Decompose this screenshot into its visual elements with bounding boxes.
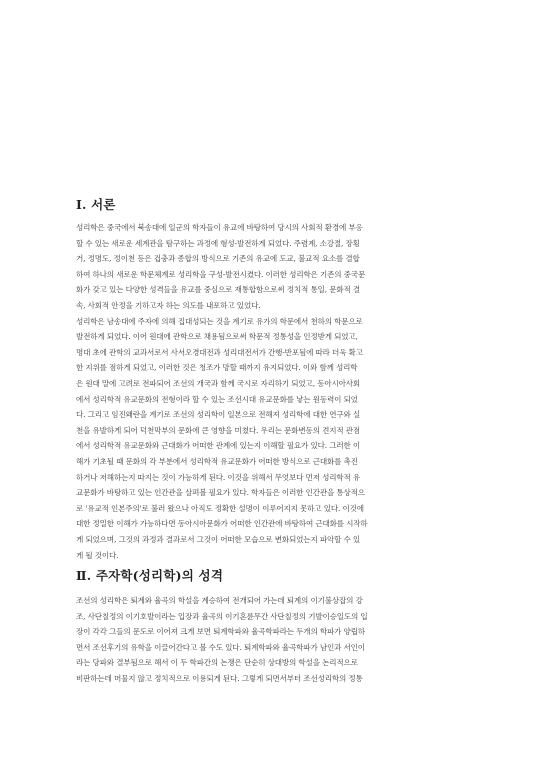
- text-line: 발전하게 되었다. 이어 원대에 관학으로 채용됨으로써 학문적 정통성을 인정받게 되었고,: [76, 332, 358, 342]
- text-line: 성리학은 중국에서 북송대에 일군의 학자들이 유교에 바탕하여 당시의 사회적 환경에 부응: [76, 223, 363, 232]
- text-line: 하여 하나의 새로운 학문체계로 성리학을 구성-발전시켰다. 이러한 성리학은 기존의 중국문: [76, 269, 366, 279]
- text-line: 게 되었으며, 그것의 과정과 결과로서 그것이 어떠한 모습으로 변화되었는지 파악할 수 있: [76, 534, 361, 544]
- text-line: 할 수 있는 새로운 세계관을 탐구하는 과정에 형성-발전하게 되었다. 주렴계, 소강절, 장횡: [76, 238, 360, 248]
- text-line: 해가 기초될 때 문화의 각 부분에서 성리학적 유교문화가 어떠한 방식으로 근대화를 촉진: [76, 456, 358, 466]
- text-line: 교문화가 바탕하고 있는 인간관을 살펴볼 필요가 있다. 학자들은 이러한 인간관을 통상적으: [76, 488, 365, 498]
- text-line: 에서 성리학적 유교문화와 근대화가 어떠한 관계에 있는지 이해할 필요가 있다. 그러한 이: [76, 441, 361, 451]
- text-line: 게 될 것이다.: [76, 550, 119, 560]
- intro-paragraph-1: [76, 220, 468, 314]
- text-line: 조, 사단칠정의 이기호발이라는 입장과 율곡의 이기혼륜무간 사단칠정의 기발이승일도의 입: [76, 611, 368, 621]
- text-line: 은 원대 말에 고려로 전파되어 조선의 개국과 함께 국시로 자리하기 되었고, 동아시아사회: [76, 378, 361, 388]
- text-line: 명대 초에 관학의 교과서로서 사서오경대전과 성리대전서가 간행-반포됨에 따라 더욱 확고: [76, 347, 363, 357]
- text-line: 비판하는데 머물지 않고 정치적으로 이용되게 된다. 그렇게 되면서부터 조선성리학의 정통: [76, 673, 363, 683]
- text-line: 한 지위를 점하게 되었고, 이러한 것은 청조가 망할 때까지 유지되었다. 이와 함께 성리학: [76, 363, 358, 373]
- text-line: 성리학은 남송대에 주자에 의해 집대성되는 것을 계기로 유가의 학문에서 천하의 학문으로: [76, 316, 363, 326]
- text-line: 화가 갖고 있는 다양한 성격들을 유교를 중심으로 재통합함으로써 정치적 통일, 문화적 결: [76, 285, 361, 295]
- text-line: 대한 정밀한 이해가 가능하다면 동아시아문화가 어떠한 인간관에 바탕하여 근대화를 시작하: [76, 519, 368, 529]
- text-line: 다. 그리고 임진왜란을 계기로 조선의 성리학이 일본으로 전해져 성리학에 대한 연구와 실: [76, 410, 361, 420]
- text-line: 장이 각각 그들의 문도로 이어져 크게 보면 퇴계학파와 율곡학파라는 두개의 학파가 양립하: [76, 627, 365, 637]
- text-line: 면서 조선후기의 유학을 이끌어간다고 볼 수도 있다. 퇴계학파와 율곡학파가 남인과 서인이: [76, 642, 365, 652]
- section2-paragraph-1: [76, 593, 468, 687]
- section-heading-neo-confucianism: Ⅱ. 주자학(성리학)의 성격: [76, 568, 224, 583]
- text-line: 천을 유발하게 되어 덕천막부의 문화에 큰 영향을 미쳤다. 우리는 문화변동의 견지적 관점: [76, 425, 361, 435]
- text-line: 라는 당파와 결부됨으로 해서 이 두 학파간의 논쟁은 단순히 상대방의 학설을 논리적으로: [76, 658, 358, 668]
- text-line: 거, 정명도, 정이천 등은 겁충과 종합의 방식으로 기존의 유교에 도교, 불교적 요소를 결합: [76, 254, 360, 264]
- text-line: 속, 사회적 안정을 기하고자 하는 의도를 내포하고 있었다.: [76, 300, 261, 310]
- text-line: 조선의 성리학은 퇴계와 율곡의 학설을 계승하여 전개되어 가는데 퇴계의 이기불상잡의 강: [76, 596, 363, 605]
- text-line: 에서 성리학적 유교문화의 전형이라 할 수 있는 조선시대 유교문화를 낳는 원동력이 되었: [76, 394, 358, 404]
- intro-paragraph-2: [76, 314, 468, 564]
- text-line: 로 '유교적 인본주의'로 불러 왔으나 아직도 정확한 설명이 이루어지지 못하고 있다. 이것에: [76, 503, 364, 513]
- text-line: 하거나 저해하는지 따지는 것이 가능하게 된다. 이것을 위해서 무엇보다 먼저 성리학적 유: [76, 472, 361, 482]
- section-heading-introduction: Ⅰ. 서론: [76, 197, 116, 212]
